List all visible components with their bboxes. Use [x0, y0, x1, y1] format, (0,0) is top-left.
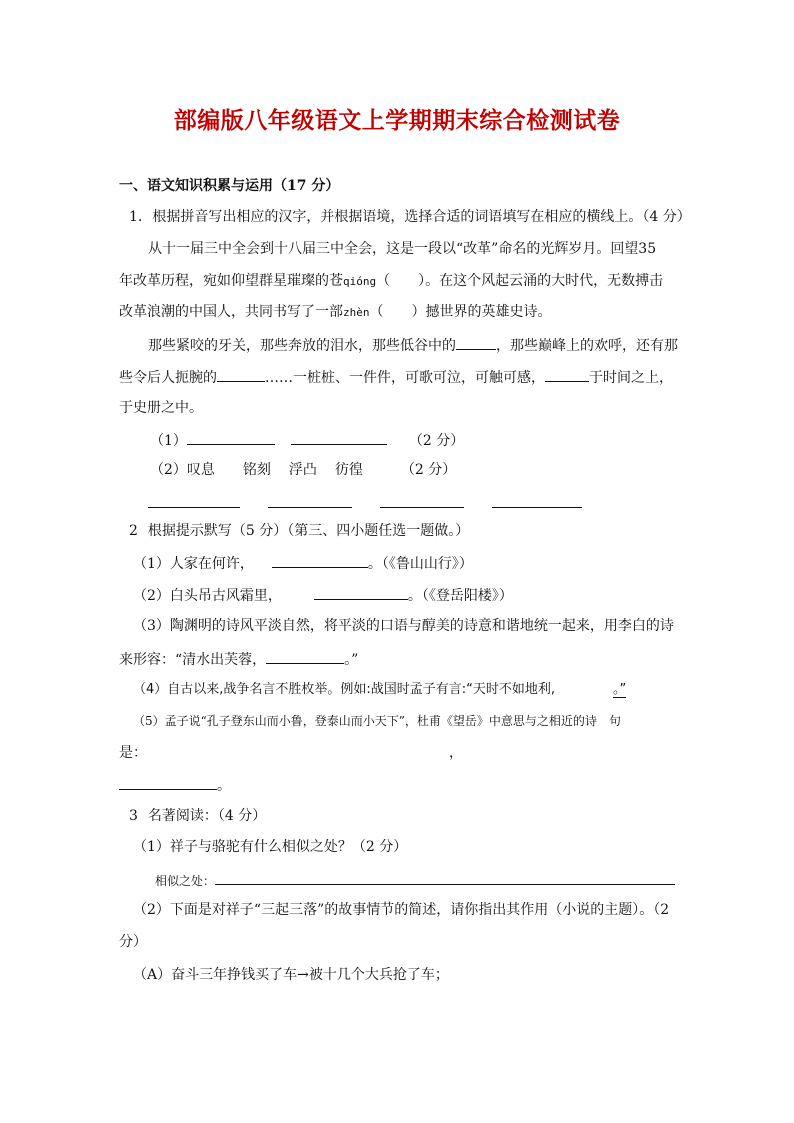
q2-item4 [133, 681, 626, 699]
q2-item5-line3 [119, 775, 231, 795]
answer-blank[interactable] [119, 775, 217, 790]
q2-number: 2 [129, 523, 138, 539]
q2-item1 [133, 553, 473, 573]
fill-blank[interactable] [456, 335, 496, 350]
score-label: （2 分） [400, 462, 457, 478]
answer-blank[interactable] [148, 493, 240, 508]
q1-passage-line3 [119, 303, 552, 322]
q1-sub1 [150, 430, 464, 450]
q1-passage2-line2 [119, 367, 673, 387]
item-text: （4）自古以来,战争名言不胜枚举。例如:战国时孟子有言:“天时不如地利, [133, 682, 556, 697]
passage-text: 些令后人扼腕的 [119, 370, 217, 386]
item-text: ， [449, 745, 463, 761]
word-option: 铭刻 [242, 462, 271, 478]
section-heading: 一、语文知识积累与运用（17 分） [119, 178, 340, 194]
q2-item3-line1: （3）陶渊明的诗风平淡自然，将平淡的口语与醇美的诗意和谐地统一起来，用李白的诗 [133, 618, 674, 634]
answer-blank[interactable] [266, 649, 344, 664]
item-text: 。（《鲁山山行》） [367, 556, 473, 572]
answer-blank[interactable] [272, 553, 368, 568]
q1-passage-line2 [119, 272, 663, 291]
q3-stem-line [129, 807, 266, 825]
item-text: 来形容：“清水出芙蓉， [119, 652, 267, 668]
q3-item-a: （A）奋斗三年挣钱买了车→被十几个大兵抢了车； [133, 967, 449, 983]
answer-blank[interactable] [314, 585, 408, 600]
pinyin-qiong: qióng [343, 275, 377, 288]
exam-title: 部编版八年级语文上学期期末综合检测试卷 [173, 108, 621, 134]
item-text: 是： [119, 745, 147, 761]
q3-stem: 名著阅读：（4 分） [147, 808, 267, 824]
item-text: （1）人家在何许， [133, 556, 254, 572]
q2-item5-line1: （5）孟子说“孔子登东山而小鲁，登泰山而小天下”，杜甫《望岳》中意思与之相近的诗 句 [133, 714, 621, 728]
passage-text: 改革浪潮的中国人，共同书写了一部 [119, 304, 343, 320]
q1-stem: 根据拼音写出相应的汉字，并根据语境，选择合适的词语填写在相应的横线上。（4 分） [152, 209, 691, 225]
q1-passage-line1: 从十一届三中全会到十八届三中全会，这是一段以“改革”命名的光辉岁月。回望35 [148, 241, 657, 257]
passage-text: ，那些巅峰上的欢呼，还有那 [496, 338, 678, 354]
q1-passage2-line1 [148, 335, 678, 355]
q3-item2-line1: （2）下面是对祥子“三起三落”的故事情节的简述，请你指出其作用（小说的主题）。（2 [133, 902, 670, 918]
q3-item1-answer [155, 870, 675, 890]
q1-sub2-blanks [148, 493, 582, 513]
word-option: 浮凸 [288, 462, 317, 478]
answer-blank[interactable] [268, 493, 352, 508]
q1-number: 1. [129, 209, 143, 225]
q2-item2 [133, 585, 513, 605]
word-option: 彷徨 [334, 462, 363, 478]
item-text: 。（《登岳阳楼》） [407, 588, 513, 604]
pinyin-zhen: zhèn [343, 306, 370, 319]
answer-blank[interactable] [291, 430, 387, 445]
q3-item2-line2: 分） [119, 934, 147, 950]
q3-item1: （1）祥子与骆驼有什么相似之处？（2 分） [133, 839, 408, 855]
sub-label: （1） [150, 433, 187, 449]
item-text: （2）白头吊古风霜里， [133, 588, 282, 604]
q2-stem: 根据提示默写（5 分）（第三、四小题任选一题做。） [147, 523, 470, 539]
score-label: （2 分） [408, 433, 465, 449]
fill-blank[interactable] [217, 367, 265, 382]
passage-text: ……一桩桩、一件件，可歌可泣，可触可感， [265, 370, 545, 386]
q1-sub2 [150, 461, 456, 479]
passage-text: 年改革历程，宛如仰望群星璀璨的苍 [119, 273, 343, 289]
answer-line[interactable] [215, 870, 675, 885]
fill-blank[interactable] [545, 367, 589, 382]
q1-stem-line [129, 208, 691, 226]
passage-text: （ ）。在这个风起云涌的大时代，无数搏击 [376, 273, 664, 289]
item-text: 。” [613, 682, 627, 697]
q2-stem-line [129, 522, 469, 540]
answer-blank[interactable] [187, 430, 275, 445]
answer-blank[interactable] [492, 493, 582, 508]
item-text: 。” [344, 652, 359, 668]
answer-blank[interactable] [380, 493, 464, 508]
passage-text: （ ）撼世界的英雄史诗。 [369, 304, 552, 320]
q2-item3-line2 [119, 649, 358, 669]
q1-passage2-line3: 于史册之中。 [119, 400, 203, 416]
item-text: 。 [217, 778, 231, 794]
q3-number: 3 [129, 808, 138, 824]
passage-text: 于时间之上， [589, 370, 673, 386]
passage-text: 那些紧咬的牙关，那些奔放的泪水，那些低谷中的 [148, 338, 456, 354]
sub-label: （2）叹息 [150, 462, 215, 478]
answer-label: 相似之处： [155, 874, 216, 888]
q2-item5-line2 [119, 744, 463, 762]
